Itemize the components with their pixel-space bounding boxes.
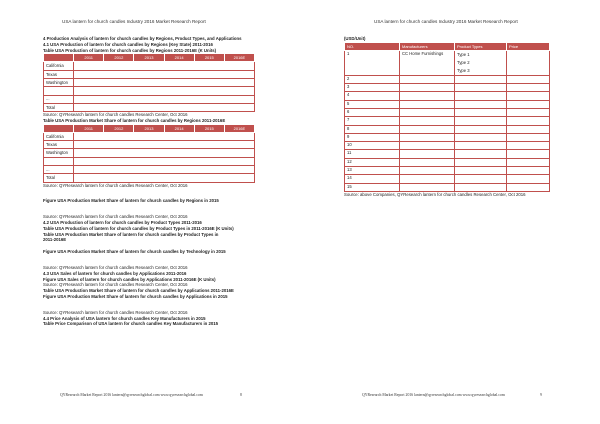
row-number: 10: [345, 142, 400, 150]
row-number: 4: [345, 92, 400, 100]
table-row: [44, 95, 255, 103]
table-cell: [400, 100, 455, 108]
table-cell: [455, 125, 507, 133]
table-header: 2014: [164, 124, 194, 132]
table-header: Price: [507, 42, 550, 50]
table-header: 2014: [164, 54, 194, 62]
table-cell: [507, 183, 550, 191]
source-note: Source: QYResearch lantern for church candles Research Center, Oct 2016: [43, 264, 188, 270]
table-row: [345, 175, 550, 183]
table-cell: [455, 167, 507, 175]
row-label: ...: [44, 165, 74, 173]
table-cell: [507, 167, 550, 175]
table-row: [345, 108, 550, 116]
table-row: [345, 183, 550, 191]
source-note: Source: above Companies, QYResearch lantern for church candles Research Center, Oct 2016: [344, 191, 526, 197]
table-cell: [507, 142, 550, 150]
row-label: Texas: [44, 70, 74, 78]
row-label: [44, 157, 74, 165]
row-number: 6: [345, 108, 400, 116]
table-row: [345, 100, 550, 108]
table-header: [44, 124, 74, 132]
table-cell: [400, 117, 455, 125]
table-cell: [507, 133, 550, 141]
table-cell: [455, 75, 507, 83]
table-cell: [74, 78, 255, 86]
table-row: [44, 141, 255, 149]
manufacturer-cell: CC Home Furnishings: [400, 50, 455, 75]
subsection-title: 4.4 Price Analysis of USA lantern for church candles Key Manufacturers in 2015: [43, 315, 206, 321]
table-cell: [507, 125, 550, 133]
subsection-title: 4.1 USA Production of lantern for church candles by Regions (Key State) 2011-2016: [43, 41, 213, 47]
table-row: [44, 149, 255, 157]
source-note: Source: QYResearch lantern for church candles Research Center, Oct 2016: [43, 214, 188, 220]
table-cell: [507, 175, 550, 183]
table-cell: [74, 141, 255, 149]
row-number: 1: [345, 50, 400, 75]
table-row: [44, 165, 255, 173]
page-header: USA lantern for church candles Industry 2016 Market Research Report: [62, 19, 206, 24]
page-content: [344, 36, 549, 198]
table-header: [44, 54, 74, 62]
page-footer: QYResearch Market Report 2016 lantern@qyresearchglobal.com www.qyresearchglobal.com: [362, 393, 505, 397]
table-cell: [507, 158, 550, 166]
table-cell: [74, 165, 255, 173]
table-title: Table Price Comparison of USA lantern for church candles Key Manufacturers in 2015: [43, 321, 219, 327]
table-header: NO.: [345, 42, 400, 50]
table-row: [44, 103, 255, 111]
table-title-part: Table USA Production Market Share of lantern for church candles by Product Types in: [43, 231, 219, 237]
product-type: Type 3: [457, 67, 470, 73]
table-cell: [455, 183, 507, 191]
row-number: 13: [345, 167, 400, 175]
table-row: [345, 125, 550, 133]
figure-caption: Figure USA Sales of lantern for church candles by Applications 2011-2016E (K Units): [43, 276, 216, 282]
row-label: Total: [44, 103, 74, 111]
table-title: Table USA Production of lantern for church candles by Regions 2011-2016E (K Units): [43, 47, 217, 53]
source-note: Source: QYResearch lantern for church candles Research Center, Oct 2016: [43, 282, 188, 288]
table-cell: [400, 75, 455, 83]
table-header-row: [44, 54, 255, 62]
row-number: 8: [345, 125, 400, 133]
row-number: 2: [345, 75, 400, 83]
table-cell: [507, 92, 550, 100]
table-cell: [400, 125, 455, 133]
table-cell: [455, 84, 507, 92]
page-header: USA lantern for church candles Industry 2016 Market Research Report: [374, 19, 518, 24]
table-row: [44, 132, 255, 140]
table-cell: [74, 103, 255, 111]
table-row: [345, 150, 550, 158]
page-content: [43, 36, 255, 327]
table-row: [44, 157, 255, 165]
product-type: Type 2: [457, 59, 470, 65]
subsection-title: 4.3 USA Sales of lantern for church candles by Applications 2011-2016: [43, 270, 187, 276]
row-number: 3: [345, 84, 400, 92]
table-header-row: [345, 42, 550, 50]
table-cell: [455, 175, 507, 183]
table-cell: [507, 84, 550, 92]
market-share-table: [43, 124, 255, 183]
table-cell: [74, 87, 255, 95]
table-header: Manufacturers: [400, 42, 455, 50]
table-cell: [507, 117, 550, 125]
table-cell: [455, 117, 507, 125]
table-header-row: [44, 124, 255, 132]
table-cell: [507, 100, 550, 108]
price-cell: [507, 50, 550, 75]
table-cell: [400, 92, 455, 100]
table-row: [345, 84, 550, 92]
price-table: [344, 42, 550, 192]
table-cell: [455, 92, 507, 100]
table-cell: [74, 95, 255, 103]
table-row: [345, 158, 550, 166]
table-header: 2012: [104, 54, 134, 62]
table-header: 2016E: [224, 124, 254, 132]
row-number: 11: [345, 150, 400, 158]
table-cell: [74, 174, 255, 182]
row-label: Washington: [44, 149, 74, 157]
table-row: [345, 50, 550, 75]
row-label: Texas: [44, 141, 74, 149]
table-cell: [507, 108, 550, 116]
table-header: Product Types: [455, 42, 507, 50]
source-note: Source: QYResearch lantern for church candles Research Center, Oct 2016: [43, 309, 188, 315]
product-type-cell: [455, 50, 507, 75]
table-cell: [455, 133, 507, 141]
source-note: Source: QYResearch lantern for church candles Research Center, Oct 2016: [43, 112, 188, 118]
table-header: 2013: [134, 54, 164, 62]
table-cell: [74, 62, 255, 70]
row-label: California: [44, 132, 74, 140]
row-number: 5: [345, 100, 400, 108]
table-cell: [74, 157, 255, 165]
table-row: [44, 174, 255, 182]
table-header: 2012: [104, 124, 134, 132]
table-cell: [400, 84, 455, 92]
figure-caption: Figure USA Production Market Share of lantern for church candles by Technology in 2015: [43, 249, 226, 255]
production-table: [43, 53, 255, 112]
table-cell: [400, 175, 455, 183]
table-cell: [455, 108, 507, 116]
row-label: Total: [44, 174, 74, 182]
page-number: 9: [540, 393, 542, 397]
table-cell: [400, 133, 455, 141]
subsection-title: 4.2 USA Production of lantern for church candles by Product Types 2011-2016: [43, 219, 202, 225]
table-title: Table USA Production Market Share of lantern for church candles by Applications 2011-2016E: [43, 288, 234, 294]
table-row: [345, 75, 550, 83]
product-type: Type 1: [457, 51, 470, 57]
table-row: [345, 167, 550, 175]
source-note: Source: QYResearch lantern for church candles Research Center, Oct 2016: [43, 182, 188, 188]
table-row: [44, 78, 255, 86]
table-title: Table USA Production of lantern for church candles by Product Types in 2011-2016E (K Units): [43, 225, 234, 231]
table-cell: [400, 167, 455, 175]
unit-label: (USD/Unit): [344, 36, 366, 41]
table-cell: [74, 132, 255, 140]
table-cell: [400, 142, 455, 150]
table-row: [345, 92, 550, 100]
table-header: 2011: [74, 54, 104, 62]
row-number: 12: [345, 158, 400, 166]
table-cell: [455, 100, 507, 108]
row-number: 9: [345, 133, 400, 141]
row-label: ...: [44, 95, 74, 103]
table-header: 2013: [134, 124, 164, 132]
page-right: [300, 0, 600, 424]
table-title: Table USA Production Market Share of lantern for church candles by Regions 2011-2016E: [43, 117, 226, 123]
table-row: [44, 70, 255, 78]
table-cell: [400, 183, 455, 191]
table-title-continued: 2011-2016E: [43, 237, 67, 243]
table-cell: [455, 150, 507, 158]
table-row: [44, 87, 255, 95]
table-row: [345, 142, 550, 150]
row-number: 15: [345, 183, 400, 191]
row-number: 7: [345, 117, 400, 125]
row-number: 14: [345, 175, 400, 183]
figure-caption: Figure USA Production Market Share of lantern for church candles by Regions in 2015: [43, 198, 219, 204]
row-label: California: [44, 62, 74, 70]
table-cell: [400, 158, 455, 166]
table-cell: [507, 75, 550, 83]
section-title: 4 Production Analysis of lantern for church candles by Regions, Product Types, and Applications: [43, 36, 242, 41]
table-cell: [400, 108, 455, 116]
table-row: [345, 133, 550, 141]
row-label: [44, 87, 74, 95]
table-row: [345, 117, 550, 125]
table-header: 2015: [194, 54, 224, 62]
table-header: 2016E: [224, 54, 254, 62]
table-cell: [507, 150, 550, 158]
page-number: 8: [240, 393, 242, 397]
table-header: 2011: [74, 124, 104, 132]
row-label: Washington: [44, 78, 74, 86]
table-header: 2015: [194, 124, 224, 132]
page-footer: QYResearch Market Report 2016 lantern@qyresearchglobal.com www.qyresearchglobal.com: [60, 393, 203, 397]
table-cell: [74, 70, 255, 78]
table-cell: [400, 150, 455, 158]
table-cell: [455, 142, 507, 150]
table-row: [44, 62, 255, 70]
table-cell: [455, 158, 507, 166]
figure-caption: Figure USA Production Market Share of lantern for church candles by Applications in 2015: [43, 293, 228, 299]
table-cell: [74, 149, 255, 157]
